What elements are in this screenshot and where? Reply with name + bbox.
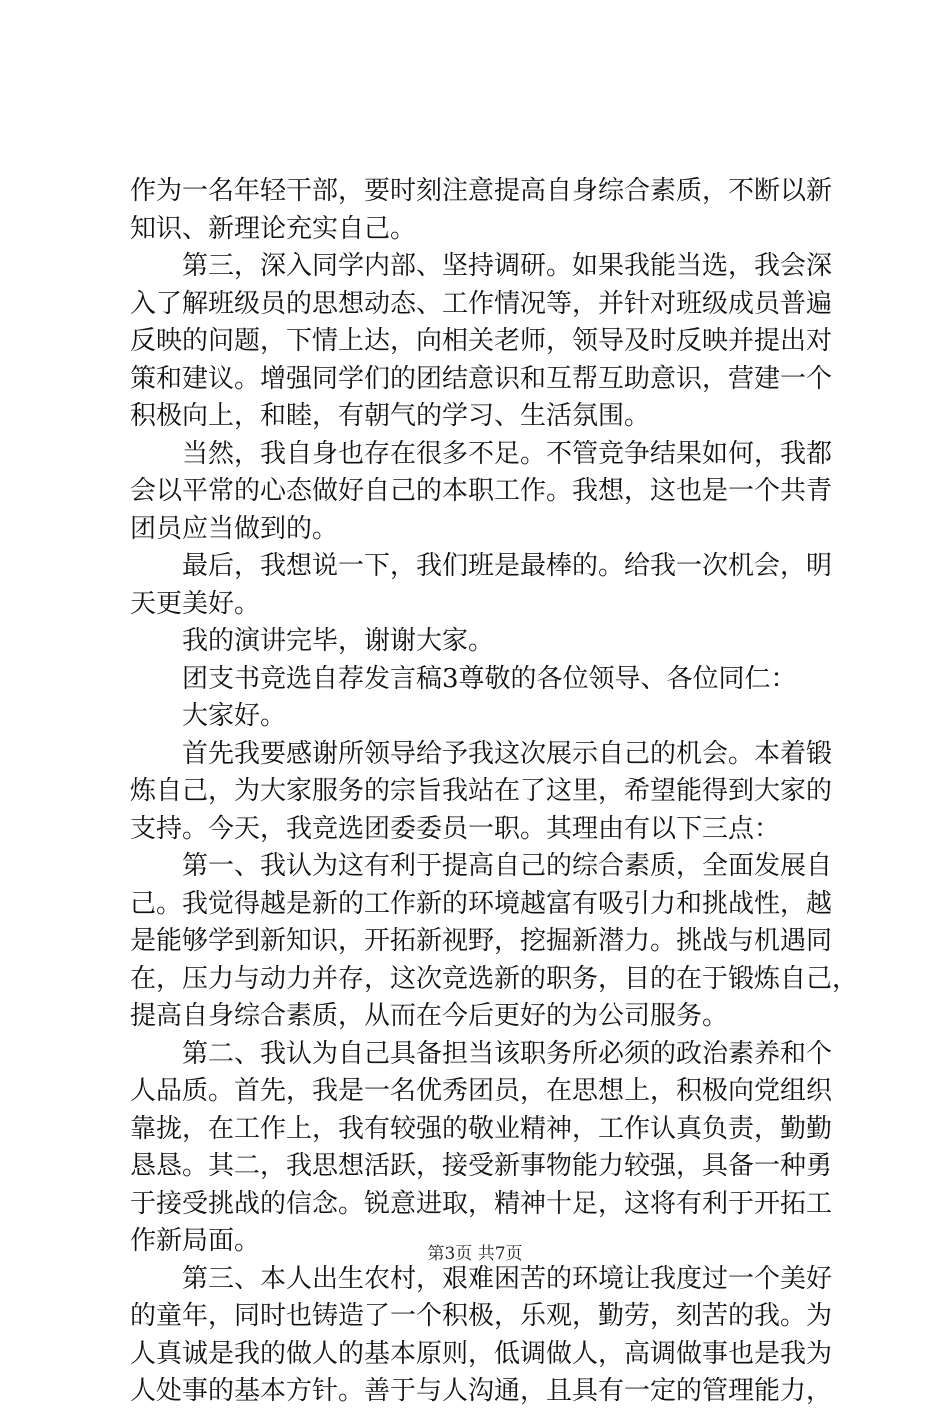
text-line: 作为一名年轻干部，要时刻注意提高自身综合素质，不断以新 — [130, 176, 833, 206]
text-line: 是能够学到新知识，开拓新视野，挖掘新潜力。挑战与机遇同 — [130, 926, 833, 956]
text-line: 靠拢，在工作上，我有较强的敬业精神，工作认真负责，勤勤 — [130, 1113, 833, 1144]
text-line: 己。我觉得越是新的工作新的环境越富有吸引力和挑战性，越 — [130, 888, 833, 919]
text-line: 第三，深入同学内部、坚持调研。如果我能当选，我会深 — [182, 251, 833, 281]
text-line: 最后，我想说一下，我们班是最棒的。给我一次机会，明 — [182, 551, 833, 581]
text-line: 团支书竞选自荐发言稿3尊敬的各位领导、各位同仁： — [182, 663, 797, 694]
page-number-footer: 第3页 共7页 — [427, 1244, 523, 1264]
text-line: 会以平常的心态做好自己的本职工作。我想，这也是一个共青 — [130, 476, 833, 506]
text-line: 入了解班级员的思想动态、工作情况等，并针对班级成员普遍 — [130, 288, 833, 319]
text-line: 知识、新理论充实自己。 — [130, 213, 417, 244]
text-line: 炼自己，为大家服务的宗旨我站在了这里，希望能得到大家的 — [130, 776, 833, 806]
text-line: 积极向上，和睦，有朝气的学习、生活氛围。 — [130, 401, 651, 431]
text-line: 当然，我自身也存在很多不足。不管竞争结果如何，我都 — [182, 438, 833, 469]
text-line: 第三、本人出生农村，艰难困苦的环境让我度过一个美好 — [182, 1263, 833, 1294]
text-line: 作新局面。 — [130, 1226, 261, 1256]
text-line: 人品质。首先，我是一名优秀团员，在思想上，积极向党组织 — [130, 1076, 833, 1106]
text-line: 首先我要感谢所领导给予我这次展示自己的机会。本着锻 — [182, 738, 833, 769]
text-line: 人真诚是我的做人的基本原则，低调做人，高调做事也是我为 — [130, 1338, 833, 1369]
text-line: 第一、我认为这有利于提高自己的综合素质，全面发展自 — [182, 851, 833, 881]
text-line: 的童年，同时也铸造了一个积极，乐观，勤劳，刻苦的我。为 — [130, 1301, 833, 1331]
text-line: 在，压力与动力并存，这次竞选新的职务，目的在于锻炼自己， — [130, 963, 859, 994]
text-line: 策和建议。增强同学们的团结意识和互帮互助意识，营建一个 — [130, 363, 833, 394]
text-line: 天更美好。 — [130, 588, 261, 619]
document-body — [130, 173, 859, 1411]
text-line: 反映的问题，下情上达，向相关老师，领导及时反映并提出对 — [130, 326, 833, 356]
text-line: 提高自身综合素质，从而在今后更好的为公司服务。 — [130, 1001, 729, 1031]
text-line: 团员应当做到的。 — [130, 513, 339, 544]
text-line: 人处事的基本方针。善于与人沟通，且具有一定的管理能力， — [130, 1376, 833, 1406]
text-line: 恳恳。其二，我思想活跃，接受新事物能力较强，具备一种勇 — [130, 1151, 833, 1181]
text-line: 第二、我认为自己具备担当该职务所必须的政治素养和个 — [182, 1038, 833, 1069]
text-line: 支持。今天，我竞选团委委员一职。其理由有以下三点： — [130, 813, 781, 844]
text-line: 大家好。 — [182, 701, 287, 731]
text-line: 于接受挑战的信念。锐意进取，精神十足，这将有利于开拓工 — [130, 1188, 833, 1219]
text-line: 我的演讲完毕，谢谢大家。 — [182, 626, 495, 656]
